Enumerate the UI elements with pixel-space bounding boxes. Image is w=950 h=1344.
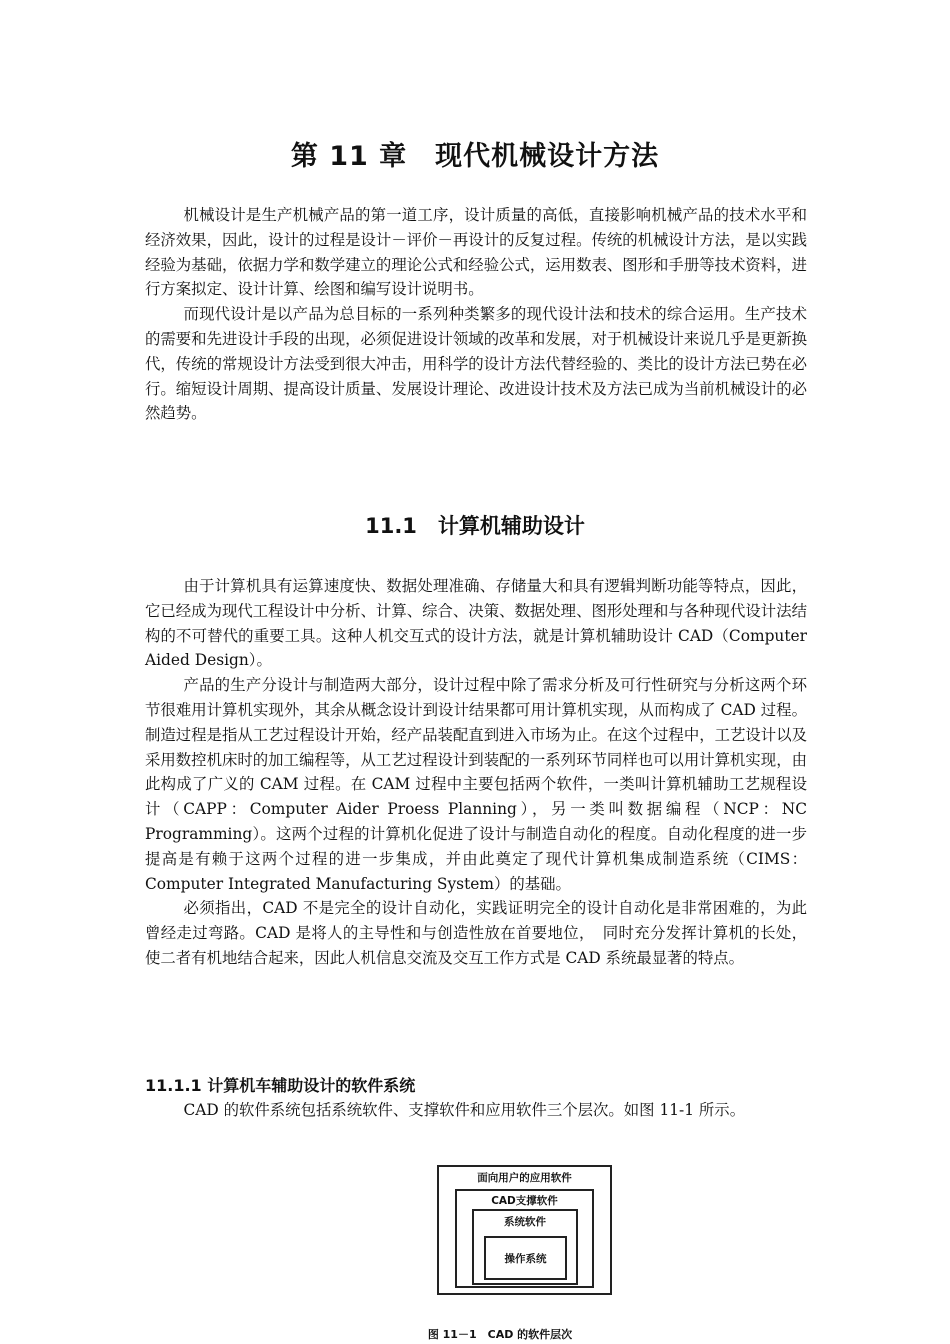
system-software-layer	[472, 1209, 578, 1285]
paragraph: CAD 的软件系统包括系统软件、支撑软件和应用软件三个层次。如图 11-1 所示。	[183, 1101, 746, 1119]
software-layers-diagram	[437, 1165, 612, 1295]
paragraph: 由于计算机具有运算速度快、数据处理准确、存储量大和具有逻辑判断功能等特点，因此，它已经成为现代工程设计中分析、计算、综合、决策、数据处理、图形处理和与各种现代设计法结构的不可替代的重要工具。这种人机交互式的设计方法，就是计算机辅助设计 CAD（Computer Aided Design）。	[145, 577, 807, 670]
section-text	[145, 574, 823, 971]
os-label: 操作系统	[504, 1253, 547, 1265]
paragraph: 而现代设计是以产品为总目标的一系列种类繁多的现代设计法和技术的综合运用。生产技术的需要和先进设计手段的出现，必须促进设计领域的改革和发展，对于机械设计来说几乎是更新换代，传统的常规设计方法受到很大冲击，用科学的设计方法代替经验的、类比的设计方法已势在必行。缩短设计周期、提高设计质量、发展设计理论、改进设计技术及方法已成为当前机械设计的必然趋势。	[145, 305, 807, 423]
paragraph: 机械设计是生产机械产品的第一道工序，设计质量的高低，直接影响机械产品的技术水平和经济效果，因此，设计的过程是设计－评价－再设计的反复过程。传统的机械设计方法，是以实践经验为基础，依据力学和数学建立的理论公式和经验公式，运用数表、图形和手册等技术资料，进行方案拟定、设计计算、绘图和编写设计说明书。	[145, 206, 807, 299]
subsection-text	[145, 1098, 807, 1123]
section-title: 11.1 计算机辅助设计	[365, 514, 585, 538]
subsection-title: 11.1.1 计算机车辅助设计的软件系统	[145, 1076, 416, 1095]
os-layer	[484, 1236, 567, 1280]
system-software-label: 系统软件	[504, 1216, 546, 1228]
application-software-label: 面向用户的应用软件	[477, 1172, 572, 1184]
intro-text	[145, 203, 807, 426]
figure-caption: 图 11－1 CAD 的软件层次	[427, 1328, 573, 1341]
paragraph: 产品的生产分设计与制造两大部分，设计过程中除了需求分析及可行性研究与分析这两个环节很难用计算机实现外，其余从概念设计到设计结果都可用计算机实现，从而构成了 CAD 过程。制造过程是指从工艺过程设计开始，经产品装配直到进入市场为止。在这个过程中，工艺设计以及采用数控机床时的加工编程等，从工艺过程设计到装配的一系列环节同样也可以用计算机实现，由此构成了广义的 CAM 过程。在 CAM 过程中主要包括两个软件，一类叫计算机辅助工艺规程设计（CAPP：Computer Aider Proess Planning），另一类叫数据编程（NCP：NC Programming）。这两个过程的计算机化促进了设计与制造自动化的程度。自动化程度的进一步提高是有赖于这两个过程的进一步集成，并由此奠定了现代计算机集成制造系统（CIMS：Computer Integrated Manufacturing System）的基础。	[145, 676, 823, 893]
chapter-title: 第 11 章 现代机械设计方法	[290, 141, 660, 172]
cad-support-label: CAD支撑软件	[491, 1195, 558, 1207]
cad-support-layer	[455, 1189, 594, 1288]
paragraph: 必须指出，CAD 不是完全的设计自动化，实践证明完全的设计自动化是非常困难的，为此曾经走过弯路。CAD 是将人的主导性和与创造性放在首要地位， 同时充分发挥计算机的长处，使二者有机地结合起来，因此人机信息交流及交互工作方式是 CAD 系统最显著的特点。	[145, 899, 807, 967]
